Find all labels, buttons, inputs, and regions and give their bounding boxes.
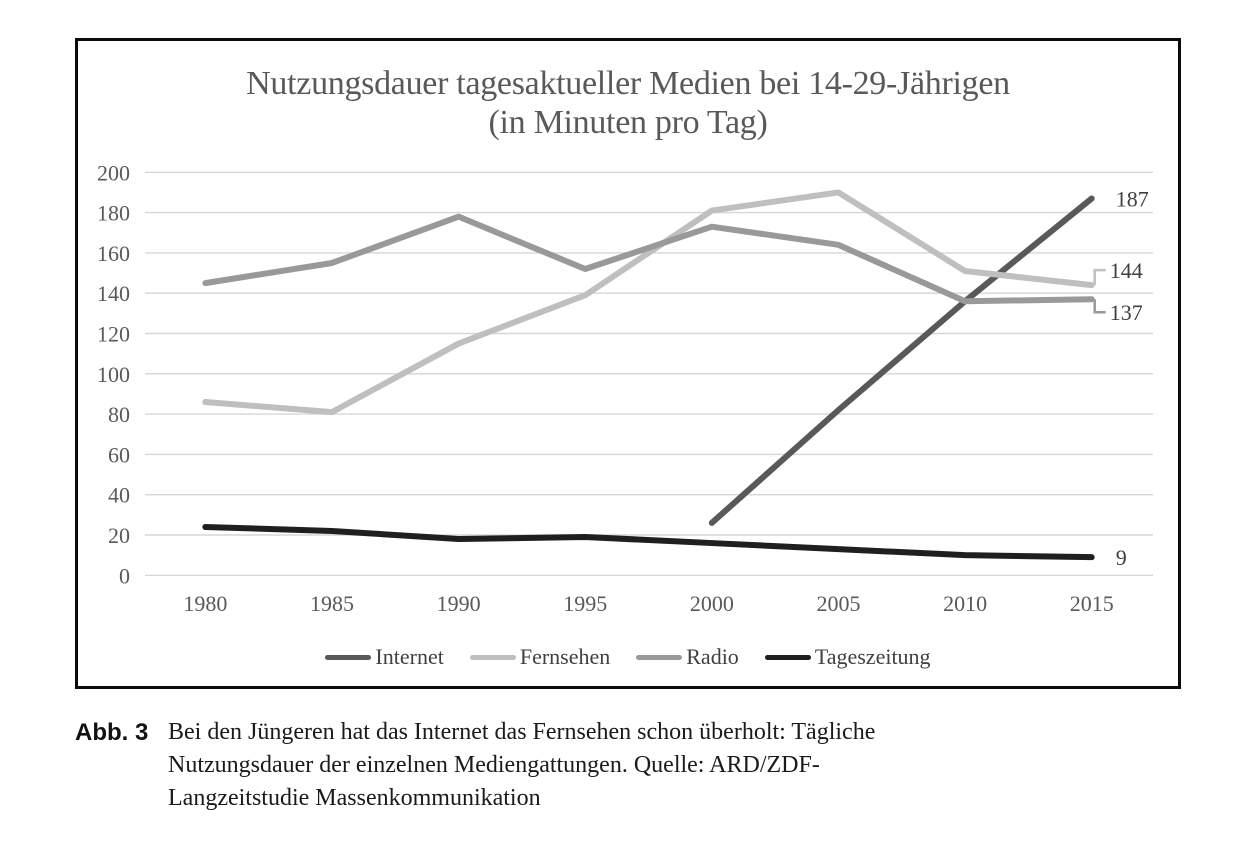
y-tick-label: 180 — [97, 200, 130, 226]
series-line-fernsehen — [205, 192, 1091, 412]
caption-line-2: Nutzungsdauer der einzelnen Mediengattungen. Quelle: ARD/ZDF- — [168, 752, 820, 778]
x-tick-label: 1985 — [309, 591, 354, 616]
x-tick-label: 1995 — [563, 591, 608, 616]
x-tick-label: 2005 — [816, 591, 861, 616]
y-tick-label: 0 — [119, 563, 130, 589]
y-tick-label: 60 — [108, 442, 130, 468]
y-tick-label: 20 — [108, 523, 130, 548]
series-line-tageszeitung — [205, 527, 1091, 557]
x-tick-label: 1980 — [183, 591, 228, 616]
series-line-radio — [205, 217, 1091, 302]
y-tick-label: 80 — [108, 402, 130, 428]
legend-label-fernsehen: Fernsehen — [519, 644, 611, 669]
chart-legend — [78, 644, 1178, 670]
legend-item-fernsehen — [470, 644, 610, 670]
data-label-leader-fernsehen — [1095, 270, 1106, 285]
data-label-tageszeitung: 9 — [1115, 545, 1127, 571]
x-tick-label: 2010 — [943, 591, 988, 616]
data-label-fernsehen: 144 — [1109, 258, 1143, 284]
y-tick-label: 100 — [97, 361, 130, 387]
legend-swatch-radio — [636, 655, 682, 660]
legend-label-tageszeitung: Tageszeitung — [814, 644, 931, 669]
figure-caption-text — [168, 716, 875, 815]
legend-item-internet — [325, 644, 443, 670]
chart-figure — [75, 38, 1181, 689]
line-chart-plot — [78, 41, 1178, 686]
figure-caption — [75, 716, 875, 815]
data-label-radio: 137 — [1109, 300, 1143, 326]
legend-swatch-internet — [325, 655, 371, 660]
figure-label: Abb. 3 — [75, 719, 149, 746]
y-tick-label: 140 — [97, 281, 130, 307]
y-tick-label: 200 — [97, 160, 130, 186]
legend-swatch-fernsehen — [470, 655, 516, 660]
legend-swatch-tageszeitung — [765, 655, 811, 660]
series-line-internet — [712, 198, 1092, 522]
x-tick-label: 1990 — [436, 591, 481, 616]
data-label-leader-radio — [1095, 299, 1106, 312]
legend-label-internet: Internet — [375, 644, 444, 669]
legend-item-tageszeitung — [765, 644, 931, 670]
chart-title-line2: (in Minuten pro Tag) — [488, 104, 768, 141]
data-label-internet: 187 — [1115, 186, 1149, 212]
y-tick-label: 40 — [108, 482, 130, 508]
y-tick-label: 120 — [97, 321, 130, 347]
y-tick-label: 160 — [97, 240, 130, 266]
legend-item-radio — [636, 644, 739, 670]
caption-line-3: Langzeitstudie Massenkommunikation — [168, 785, 541, 811]
x-tick-label: 2015 — [1069, 591, 1114, 616]
x-tick-label: 2000 — [689, 591, 734, 616]
caption-line-1: Bei den Jüngeren hat das Internet das Fernsehen schon überholt: Tägliche — [168, 719, 876, 745]
chart-title-line1: Nutzungsdauer tagesaktueller Medien bei 14-29-Jährigen — [246, 65, 1010, 102]
legend-label-radio: Radio — [686, 644, 739, 669]
